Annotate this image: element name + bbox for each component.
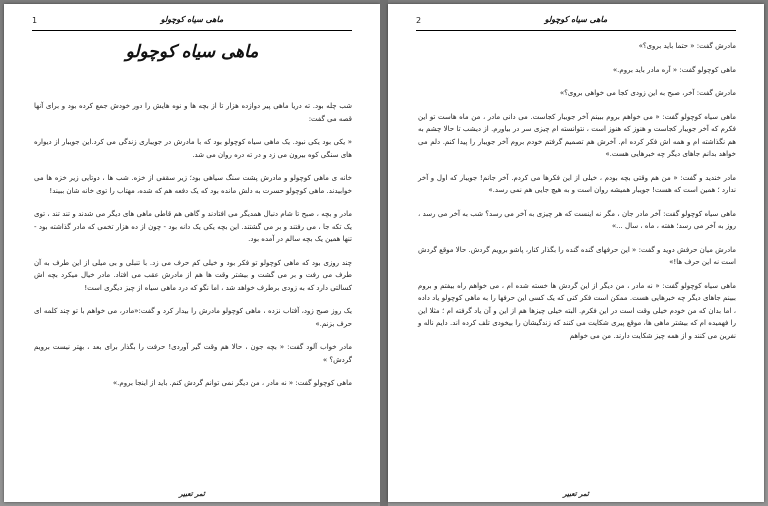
page-2 [388,4,764,502]
paragraph: ماهی سیاه کوچولو گفت: آخر مادر جان ، مگر نه اینست که هر چیزی به آخر می رسد؟ شب به آخر می رسد ، روز به آخر می رسد؛ هفته ، ماه ، سال ...» [418,209,736,230]
paragraph: ماهی کوچولو گفت: « آره مادر باید بروم.» [612,65,736,74]
paragraph: ماهی سیاه کوچولو گفت: « نه مادر ، من دیگر از این گردش ها خسته شده ام ، می خواهم راه بیفتم و بروم ببینم جاهای دیگر چه خبرهایی هست. ممکن است فکر کنی که یک کسی این حرفها را به ماهی کوچولو یاد داده ، اما بدان که من خودم خیلی وقت است در این فکرم. البته خیلی چیزها هم از این و آن یاد گرفته ام ؛ مثلا این را فهمیده ام که بیشتر ماهی ها، موقع پیری شکایت می کنند که زندگیشان را بیخودی تلف کرده اند. دایم ناله و نفرین می کنند و از همه چیز شکایت دارند. من می خواهم [418,281,736,340]
page-footer: ثمر تعبیر [563,490,589,498]
paragraph: مادر و بچه ، صبح تا شام دنبال همدیگر می افتادند و گاهی هم قاطی ماهی های دیگر می شدند و تند تند ، توی یک تکه جا ، می رفتند و بر می گشتند. این بچه یکی یک دانه بود - چون از ده هزار تخمی که مادر گذاشته بود - تنها همین یک بچه سالم در آمده بود. [34,210,352,243]
page-1 [4,4,380,502]
paragraph: خانه ی ماهی کوچولو و مادرش پشت سنگ سیاهی بود؛ زیر سقفی از خزه. شب ها ، دوتایی زیر خزه ها می خوابیدند. ماهی کوچولو حسرت به دلش مانده بود که یک دفعه هم که شده، مهتاب را توی خانه شان ببیند! [34,174,352,195]
paragraph: مادر خندید و گفت: « من هم وقتی بچه بودم ، خیلی از این فکرها می کردم. آخر جانم! جویبار که اول و آخر ندارد ؛ همین است که هست! جویبار همیشه روان است و به هیچ جایی هم نمی رسد.» [418,173,736,194]
paragraph: مادر خواب آلود گفت: « بچه جون ، حالا هم وقت گیر آوردی! حرفت را بگذار برای بعد ، بهتر نیست برویم گردش؟ » [34,343,352,364]
paragraph: شب چله بود. ته دریا ماهی پیر دوازده هزار تا از بچه ها و نوه هایش را دور خودش جمع کرده بود و برای آنها قصه می گفت: [34,102,352,123]
paragraph: ماهی سیاه کوچولو گفت: « می خواهم بروم ببینم آخر جویبار کجاست. می دانی مادر ، من ماه هاست تو این فکرم که آخر جویبار کجاست و هنوز که هنوز است ، نتوانسته ام چیزی سر در بیاورم. از دیشب تا حالا چشم به هم نگذاشته ام و همه اش فکر کرده ام. آخرش هم تصمیم گرفتم خودم بروم آخر جویبار را پیدا کنم. دلم می خواهد بدانم جاهای دیگر چه خبرهایی هست.» [418,112,736,158]
page-header [416,14,736,31]
page-footer: ثمر تعبیر [179,490,205,498]
page-header [32,14,352,31]
paragraph: چند روزی بود که ماهی کوچولو تو فکر بود و خیلی کم حرف می زد. با تنبلی و بی میلی از این طرف به آن طرف می رفت و بر می گشت و بیشتر وقت ها هم از مادرش عقب می افتاد. مادر خیال میکرد بچه اش کسالتی دارد که به زودی برطرف خواهد شد ، اما نگو که درد ماهی سیاه از چیز دیگری است! [34,258,352,292]
paragraph: مادرش گفت: آخر، صبح به این زودی کجا می خواهی بروی؟» [559,89,736,97]
running-title: ماهی سیاه کوچولو [160,15,224,24]
paragraph: یک روز صبح زود، آفتاب نزده ، ماهی کوچولو مادرش را بیدار کرد و گفت:«مادر، می خواهم با تو چند کلمه ای حرف بزنم.» [34,307,352,328]
page-number: 2 [416,16,422,25]
page-number: 1 [32,16,38,25]
page-gutter [380,0,388,506]
chapter-title: ماهی سیاه کوچولو [125,42,259,62]
paragraph: مادرش گفت: « حتما باید بروی؟» [638,42,736,50]
paragraph: « یکی بود یکی نبود. یک ماهی سیاه کوچولو بود که با مادرش در جویباری زندگی می کرد.این جویبار از دیواره های سنگی کوه بیرون می زد و در ته دره روان می شد. [34,138,352,159]
paragraph: ماهی کوچولو گفت: « نه مادر ، من دیگر نمی توانم گردش کنم. باید از اینجا بروم.» [112,379,352,387]
page-body [34,100,352,401]
page-body [418,40,736,353]
running-title: ماهی سیاه کوچولو [544,15,608,24]
paragraph: مادرش میان حرفش دوید و گفت: « این حرفهای گنده گنده را بگذار کنار، پاشو برویم گردش. حالا موقع گردش است نه این حرف ها!» [418,245,736,266]
